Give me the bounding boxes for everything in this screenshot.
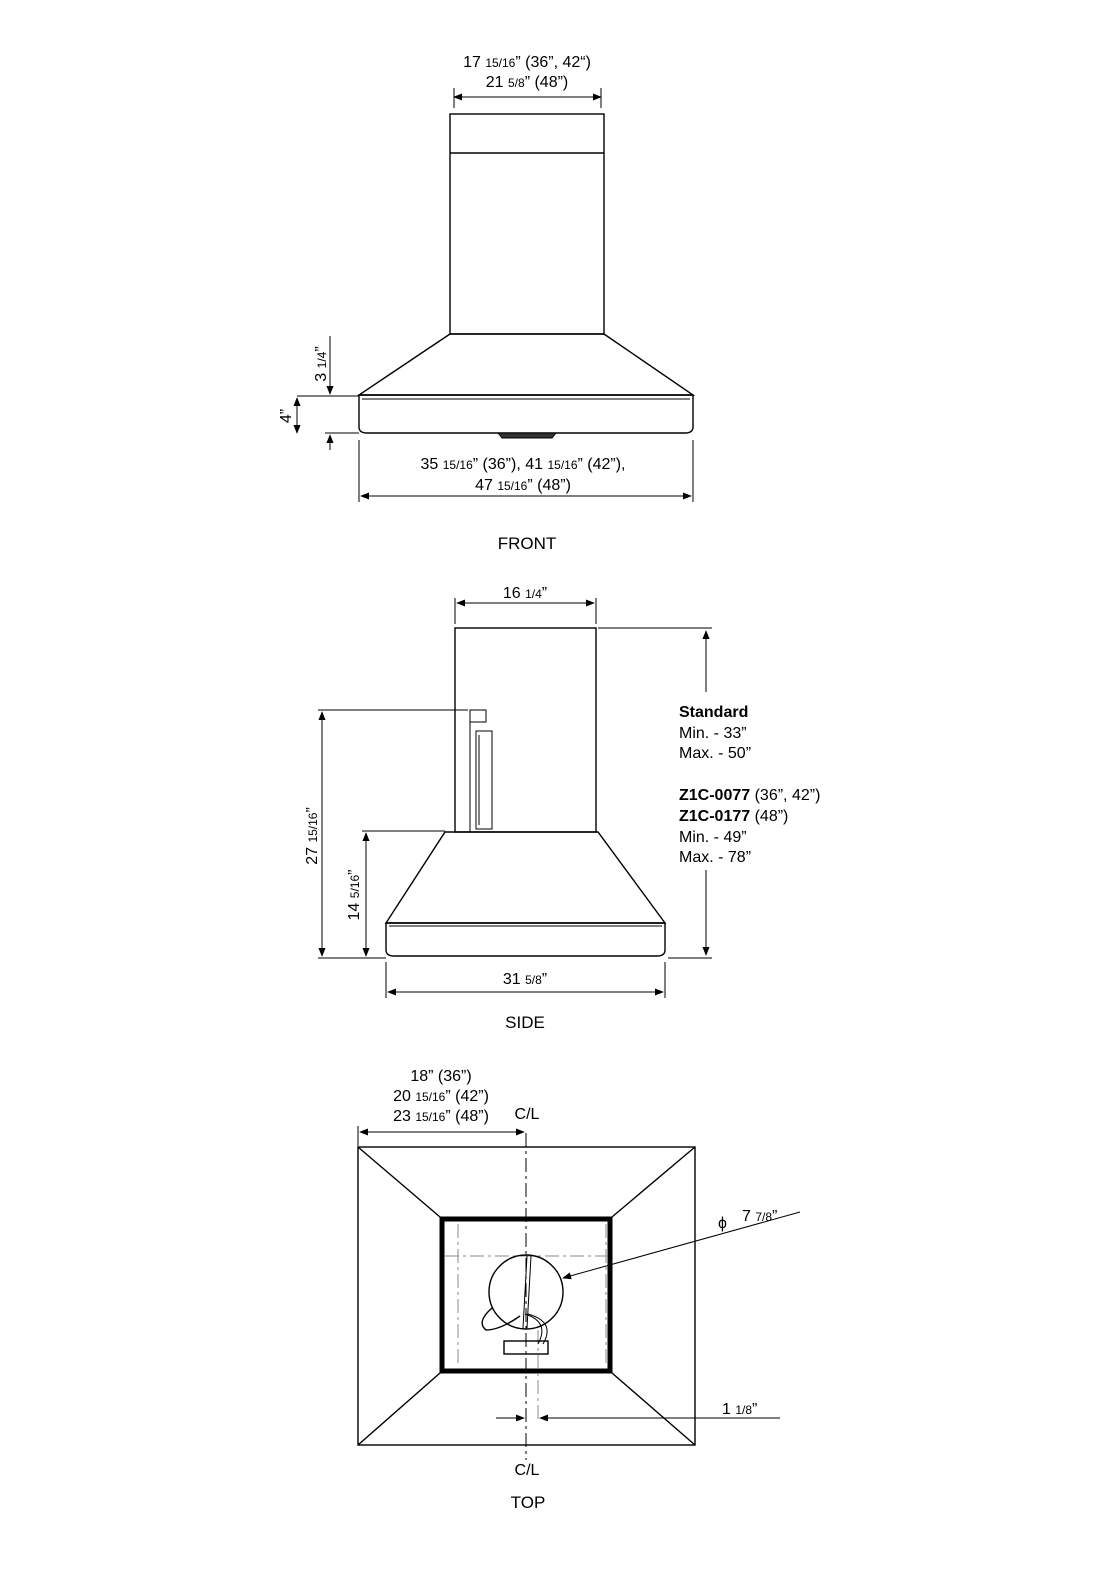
front-canopy-height-frac: 1/4 xyxy=(315,351,329,369)
side-depth-frac: 1/4 xyxy=(525,587,542,601)
side-standard-heading: Standard xyxy=(679,704,749,721)
side-view xyxy=(304,585,820,1032)
top-centerlines xyxy=(445,1133,607,1460)
side-ext-min: Min. - 49” xyxy=(679,829,747,846)
svg-text:47 15/16” (48”) xyxy=(475,477,571,494)
top-half-width-42-main: 20 xyxy=(393,1088,411,1105)
svg-text:21 5/8” (48”) xyxy=(486,74,569,91)
side-standard-max: Max. - 50” xyxy=(679,745,752,762)
front-band-height: 4” xyxy=(278,408,295,424)
svg-text:Z1C-0177 (48”) xyxy=(679,808,788,825)
svg-text:27 15/16” xyxy=(304,807,321,865)
svg-text:23 15/16” (48”) xyxy=(393,1108,489,1125)
side-overall-depth-rest: ” xyxy=(541,971,548,988)
svg-text:31 5/8” xyxy=(503,971,547,988)
front-view xyxy=(278,54,693,553)
top-view-title: TOP xyxy=(510,1493,546,1512)
top-half-width-48-rest: ” (48”) xyxy=(445,1108,489,1125)
top-half-width-48-main: 23 xyxy=(393,1108,411,1125)
front-width2-a: 47 xyxy=(475,477,493,494)
top-view xyxy=(358,1068,800,1512)
front-width2-c: ” (48”) xyxy=(527,477,571,494)
side-chimney-depth-dimension xyxy=(455,585,596,624)
front-width-bf: 15/16 xyxy=(547,458,578,472)
front-height-dimensions xyxy=(278,336,359,450)
top-offset-frac: 1/8 xyxy=(735,1403,753,1417)
front-view-title: FRONT xyxy=(497,534,557,553)
top-centerline-label-bottom: C/L xyxy=(514,1462,540,1479)
front-overall-width-dimension xyxy=(359,440,693,502)
side-ext2-note: (48”) xyxy=(750,808,789,825)
side-canopy-height-frac: 5/16 xyxy=(348,874,362,899)
front-chimney-width-48-frac: 5/8 xyxy=(508,76,525,90)
front-canopy-height-main: 3 xyxy=(313,372,330,382)
top-half-width-42-rest: ” (42”) xyxy=(445,1088,489,1105)
front-chimney-width-rest: ” (36”, 42“) xyxy=(515,54,591,71)
front-width-c: ” (42”), xyxy=(577,456,626,473)
svg-text:3 1/4” xyxy=(313,346,330,381)
side-overall-height-dimension xyxy=(598,628,820,958)
side-overall-depth-main: 31 xyxy=(502,971,521,988)
top-duct-diameter-main: 7 xyxy=(742,1208,751,1225)
side-standard-min: Min. - 33” xyxy=(679,725,747,742)
svg-text:7 7/8” xyxy=(742,1208,777,1225)
top-duct-diameter-rest: ” xyxy=(772,1208,778,1225)
side-canopy-height-rest: ” xyxy=(346,869,363,875)
side-ext1-note: (36”, 42”) xyxy=(750,787,821,804)
side-ext-max: Max. - 78” xyxy=(679,849,752,866)
side-canopy xyxy=(386,832,665,956)
svg-text:35 15/16” (36”), 41 15/16” (42 xyxy=(420,456,625,473)
side-ext2-model: Z1C-0177 xyxy=(679,808,751,825)
side-bracket-height-frac: 15/16 xyxy=(306,812,320,843)
front-width-af: 15/16 xyxy=(442,458,473,472)
side-overall-depth-dimension xyxy=(386,962,665,998)
top-half-width-48-frac: 15/16 xyxy=(415,1110,446,1124)
front-canopy xyxy=(359,334,693,438)
side-ext1-model: Z1C-0077 xyxy=(679,787,751,804)
side-view-title: SIDE xyxy=(505,1013,545,1032)
side-depth-rest: ” xyxy=(541,585,548,602)
side-bracket-height-rest: ” xyxy=(304,807,321,813)
side-bracket-height-main: 27 xyxy=(304,847,321,865)
front-width2-af: 15/16 xyxy=(497,479,528,493)
top-offset-rest: ” xyxy=(752,1401,758,1418)
front-canopy-height-rest: ” xyxy=(313,346,330,352)
top-centerline-label-top: C/L xyxy=(514,1106,540,1123)
front-chimney-width-48-main: 21 xyxy=(485,74,504,91)
front-control-panel xyxy=(498,433,556,438)
svg-text:1 1/8” xyxy=(722,1401,757,1418)
front-chimney-width-dimension xyxy=(454,54,601,108)
top-duct-symbol: ϕ xyxy=(718,1215,727,1232)
front-width-b: ” (36”), 41 xyxy=(472,456,544,473)
top-half-width-dimension xyxy=(358,1068,540,1146)
side-overall-depth-frac: 5/8 xyxy=(525,973,542,987)
svg-text:14 5/16” xyxy=(346,870,363,921)
top-offset-dimension xyxy=(496,1401,780,1418)
svg-text:20 15/16” (42”) xyxy=(393,1088,489,1105)
front-chimney xyxy=(450,114,604,334)
svg-text:16 1/4” xyxy=(503,585,547,602)
front-width-a: 35 xyxy=(420,456,439,473)
top-half-width-36: 18” (36”) xyxy=(410,1068,472,1085)
svg-text:17 15/16” (36”, 42“) xyxy=(463,54,591,71)
svg-text:Z1C-0077 (36”, 42”) xyxy=(679,787,820,804)
top-duct-collar xyxy=(482,1255,563,1354)
top-half-width-42-frac: 15/16 xyxy=(415,1090,446,1104)
front-chimney-width-main: 17 xyxy=(463,54,481,71)
side-depth-main: 16 xyxy=(502,585,521,602)
front-chimney-width-frac: 15/16 xyxy=(485,56,516,70)
side-chimney xyxy=(455,628,596,832)
top-offset-main: 1 xyxy=(722,1401,731,1418)
front-chimney-width-48-rest: ” (48”) xyxy=(524,74,569,91)
side-canopy-height-main: 14 xyxy=(346,902,363,921)
top-duct-diameter-frac: 7/8 xyxy=(755,1210,773,1224)
